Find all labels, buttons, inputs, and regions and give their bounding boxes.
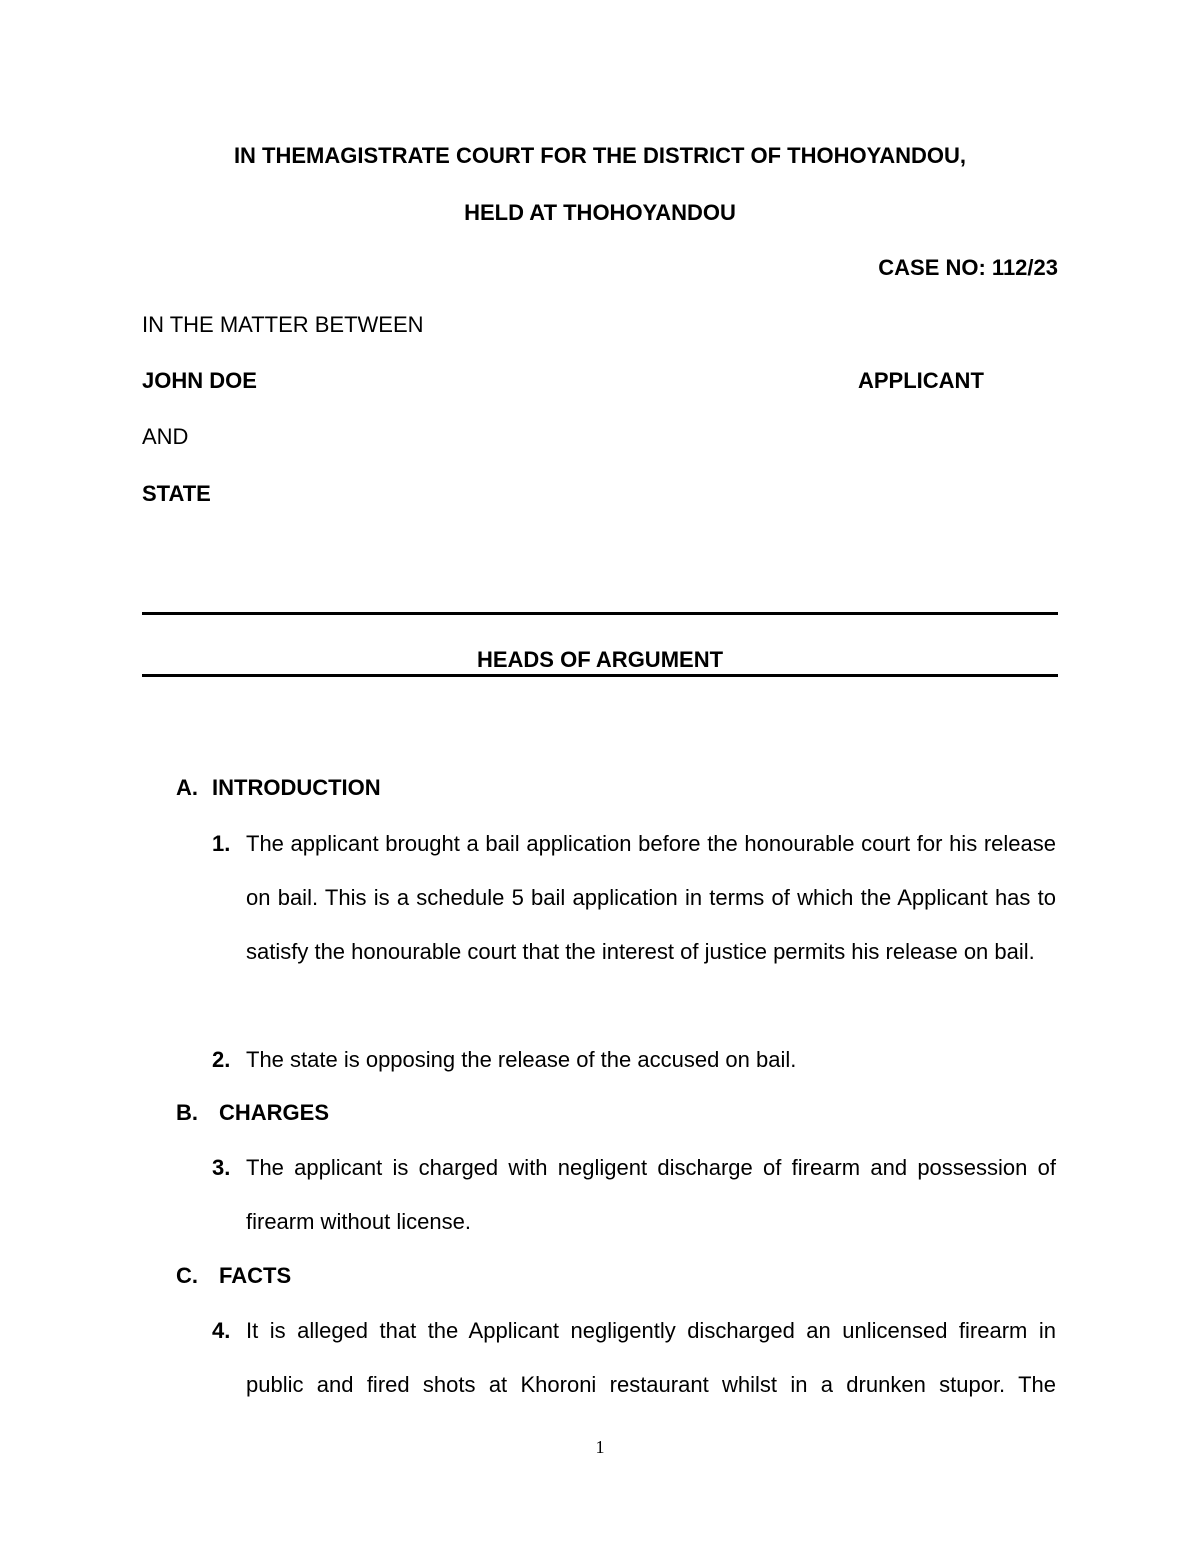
paragraph-text: The state is opposing the release of the accused on bail.: [246, 1047, 797, 1072]
paragraph-text: The applicant is charged with negligent discharge of firearm and possession of firearm without license.: [246, 1155, 1056, 1234]
paragraph-number: 4.: [212, 1318, 231, 1343]
title-rule-bottom: [142, 674, 1058, 677]
respondent-name: STATE: [142, 481, 211, 506]
case-number: CASE NO: 112/23: [878, 255, 1058, 280]
applicant-name: JOHN DOE: [142, 368, 257, 393]
paragraph-number: 3.: [212, 1155, 231, 1180]
title-rule-top: [142, 612, 1058, 615]
parties-intro: IN THE MATTER BETWEEN: [142, 312, 424, 337]
court-heading: IN THEMAGISTRATE COURT FOR THE DISTRICT OF THOHOYANDOU,: [233, 143, 967, 168]
paragraph-text: It is alleged that the Applicant negligently discharged an unlicensed firearm in public and fired shots at Khoroni restaurant whilst in a drunken stupor. The: [246, 1318, 1056, 1397]
section-title-facts: FACTS: [219, 1263, 292, 1288]
document-title: HEADS OF ARGUMENT: [476, 647, 724, 672]
page-number: 1: [595, 1437, 605, 1457]
applicant-role: APPLICANT: [858, 368, 984, 393]
paragraph-number: 1.: [212, 831, 231, 856]
section-letter: A.: [176, 775, 198, 800]
section-title-charges: CHARGES: [219, 1100, 330, 1125]
section-letter: B.: [176, 1100, 198, 1125]
section-title-introduction: INTRODUCTION: [212, 775, 381, 800]
court-location: HELD AT THOHOYANDOU: [464, 200, 736, 225]
parties-conjunction: AND: [142, 424, 189, 449]
paragraph-number: 2.: [212, 1047, 231, 1072]
paragraph-text: The applicant brought a bail application before the honourable court for his release on bail. This is a schedule 5 bail application in terms of which the Applicant has to satisfy the honourable court that the interest of justice permits his release on bail.: [246, 831, 1056, 964]
section-letter: C.: [176, 1263, 198, 1288]
